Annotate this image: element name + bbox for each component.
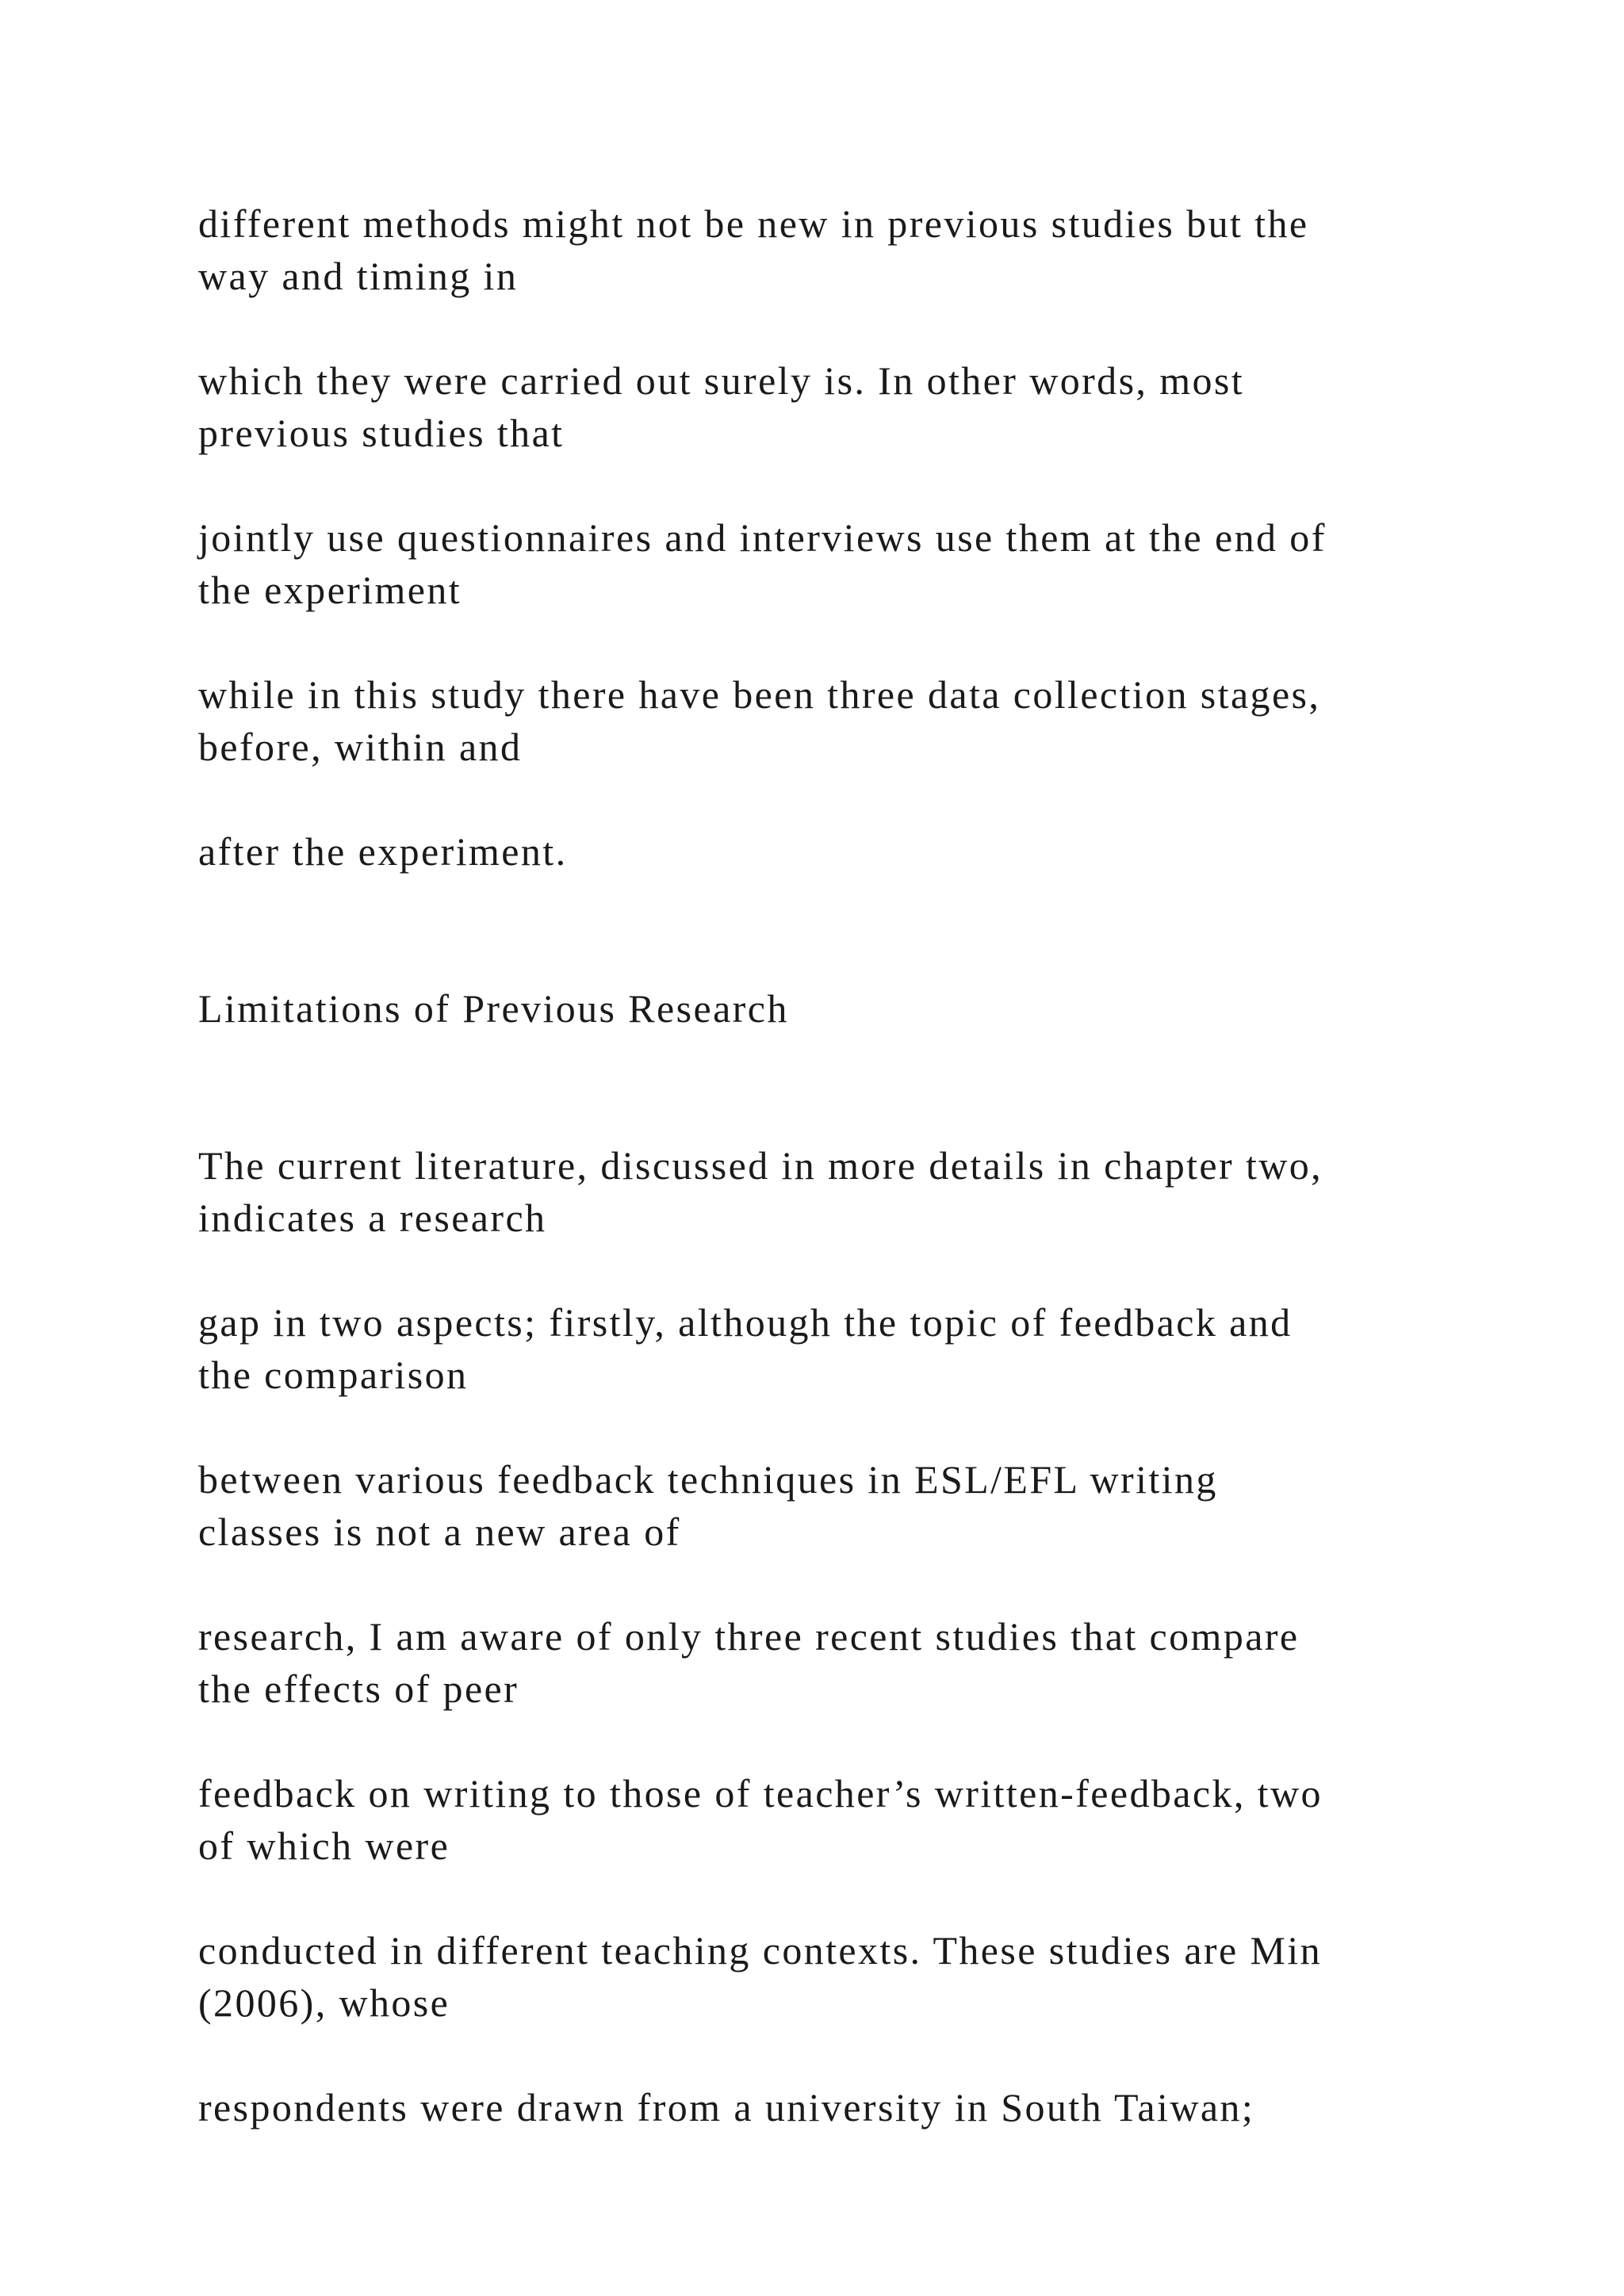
text-line: before, within and xyxy=(198,725,523,769)
text-line: research, I am aware of only three recent studies that compare xyxy=(198,1614,1300,1659)
text-line: between various feedback techniques in ESL/EFL writing xyxy=(198,1457,1218,1502)
section-heading: Limitations of Previous Research xyxy=(198,986,789,1031)
text-line: (2006), whose xyxy=(198,1980,450,2025)
text-line: respondents were drawn from a university in South Taiwan; xyxy=(198,2085,1255,2130)
text-line: the effects of peer xyxy=(198,1667,519,1711)
text-line: the comparison xyxy=(198,1353,469,1397)
text-line: after the experiment. xyxy=(198,829,568,874)
text-line: the experiment xyxy=(198,568,462,612)
text-line: different methods might not be new in previous studies but the xyxy=(198,201,1309,246)
text-line: gap in two aspects; firstly, although the topic of feedback and xyxy=(198,1300,1293,1345)
text-line: of which were xyxy=(198,1823,450,1868)
text-line: feedback on writing to those of teacher’s written-feedback, two xyxy=(198,1771,1323,1816)
text-line: which they were carried out surely is. In other words, most xyxy=(198,358,1245,403)
text-line: indicates a research xyxy=(198,1196,547,1240)
text-line: way and timing in xyxy=(198,254,519,298)
text-line: previous studies that xyxy=(198,411,565,455)
text-line: conducted in different teaching contexts. These studies are Min xyxy=(198,1928,1323,1973)
text-line: classes is not a new area of xyxy=(198,1510,681,1554)
text-line: The current literature, discussed in more details in chapter two, xyxy=(198,1143,1323,1188)
text-line: jointly use questionnaires and interviews use them at the end of xyxy=(198,515,1327,560)
text-line: while in this study there have been three data collection stages, xyxy=(198,672,1321,717)
